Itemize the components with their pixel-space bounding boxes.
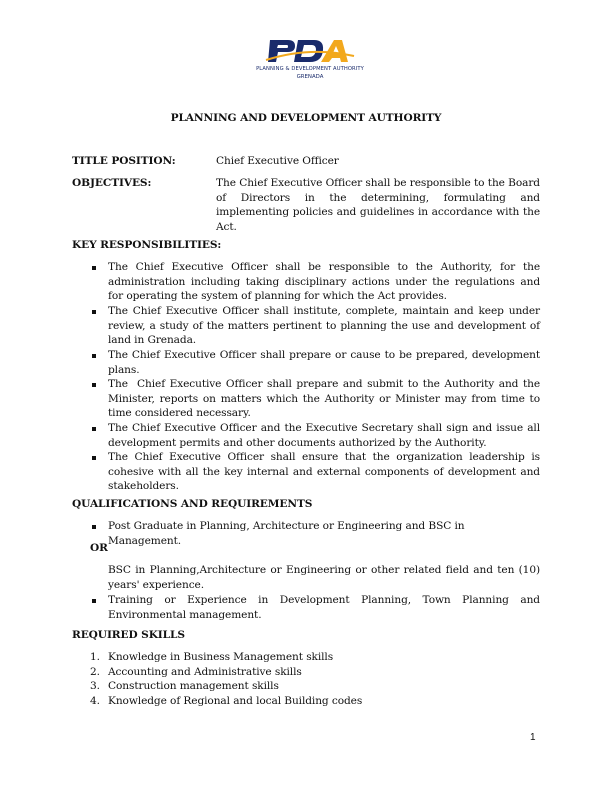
logo-line-2: GRENADA [296,74,324,80]
objectives-line: implementing policies and guidelines in accordance with the [216,206,540,219]
pda-logo-mark [262,36,358,66]
bullet-icon [92,599,96,603]
list-item: 1. Knowledge in Business Management skills [90,651,334,663]
title-position-label: TITLE POSITION: [72,155,176,167]
pda-logo [256,36,364,84]
logo-line-1: PLANNING & DEVELOPMENT AUTHORITY [256,66,364,72]
objectives-line: Act. [216,220,237,233]
page-number: 1 [530,732,536,743]
title-position-value: Chief Executive Officer [216,155,339,167]
list-item: The Chief Executive Officer and the Executive Secretary shall sign and issue all development permits and other documents authorized by the Authority. [108,422,540,449]
qualification-item: Training or Experience in Development Planning, Town Planning and Environmental management. [108,594,540,621]
objectives-text [216,176,540,234]
list-item: 3. Construction management skills [90,680,279,693]
qualification-alternative: BSC in Planning,Architecture or Engineering or other related field and ten (10) years' experience. [108,564,540,591]
objectives-line: of Directors in the determining, formulating and [216,191,540,204]
key-responsibilities-heading: KEY RESPONSIBILITIES: [72,239,222,251]
bullet-icon [92,354,96,358]
bullet-icon [92,427,96,431]
bullet-icon [92,525,96,529]
required-skills-heading: REQUIRED SKILLS [72,629,185,641]
list-item: The Chief Executive Officer shall ensure that the organization leadership is cohesive with all the key internal and external components of development and stakeholders. [108,451,540,493]
list-item: The Chief Executive Officer shall be responsible to the Authority, for the administration including taking disciplinary actions under the regulations and for operating the system of planning for which the Act provides. [108,261,540,303]
list-item: The Chief Executive Officer shall prepare or cause to be prepared, development plans. [108,349,540,376]
objectives-label: OBJECTIVES: [72,177,152,189]
responsibilities-list [72,260,540,493]
list-item: The Chief Executive Officer shall institute, complete, maintain and keep under review, a study of the matters pertinent to planning the use and development of land in Grenada. [108,305,540,347]
bullet-icon [92,266,96,270]
or-label: OR [90,542,108,554]
list-item: 4. Knowledge of Regional and local Building codes [90,694,363,707]
skills-list [90,650,540,708]
bullet-icon [92,456,96,460]
page-title: PLANNING AND DEVELOPMENT AUTHORITY [170,112,442,124]
qualifications-heading: QUALIFICATIONS AND REQUIREMENTS [72,498,313,510]
list-item: 2. Accounting and Administrative skills [90,665,302,678]
list-item: The Chief Executive Officer shall prepare and submit to the Authority and the Minister, reports on matters which the Authority or Minister may from time to time considered necessary. [108,378,540,420]
bullet-icon [92,383,96,387]
bullet-icon [92,310,96,314]
qualification-item: Post Graduate in Planning, Architecture or Engineering and BSC in Management. [108,520,465,547]
objectives-line: The Chief Executive Officer shall be responsible to the Board [216,177,540,189]
